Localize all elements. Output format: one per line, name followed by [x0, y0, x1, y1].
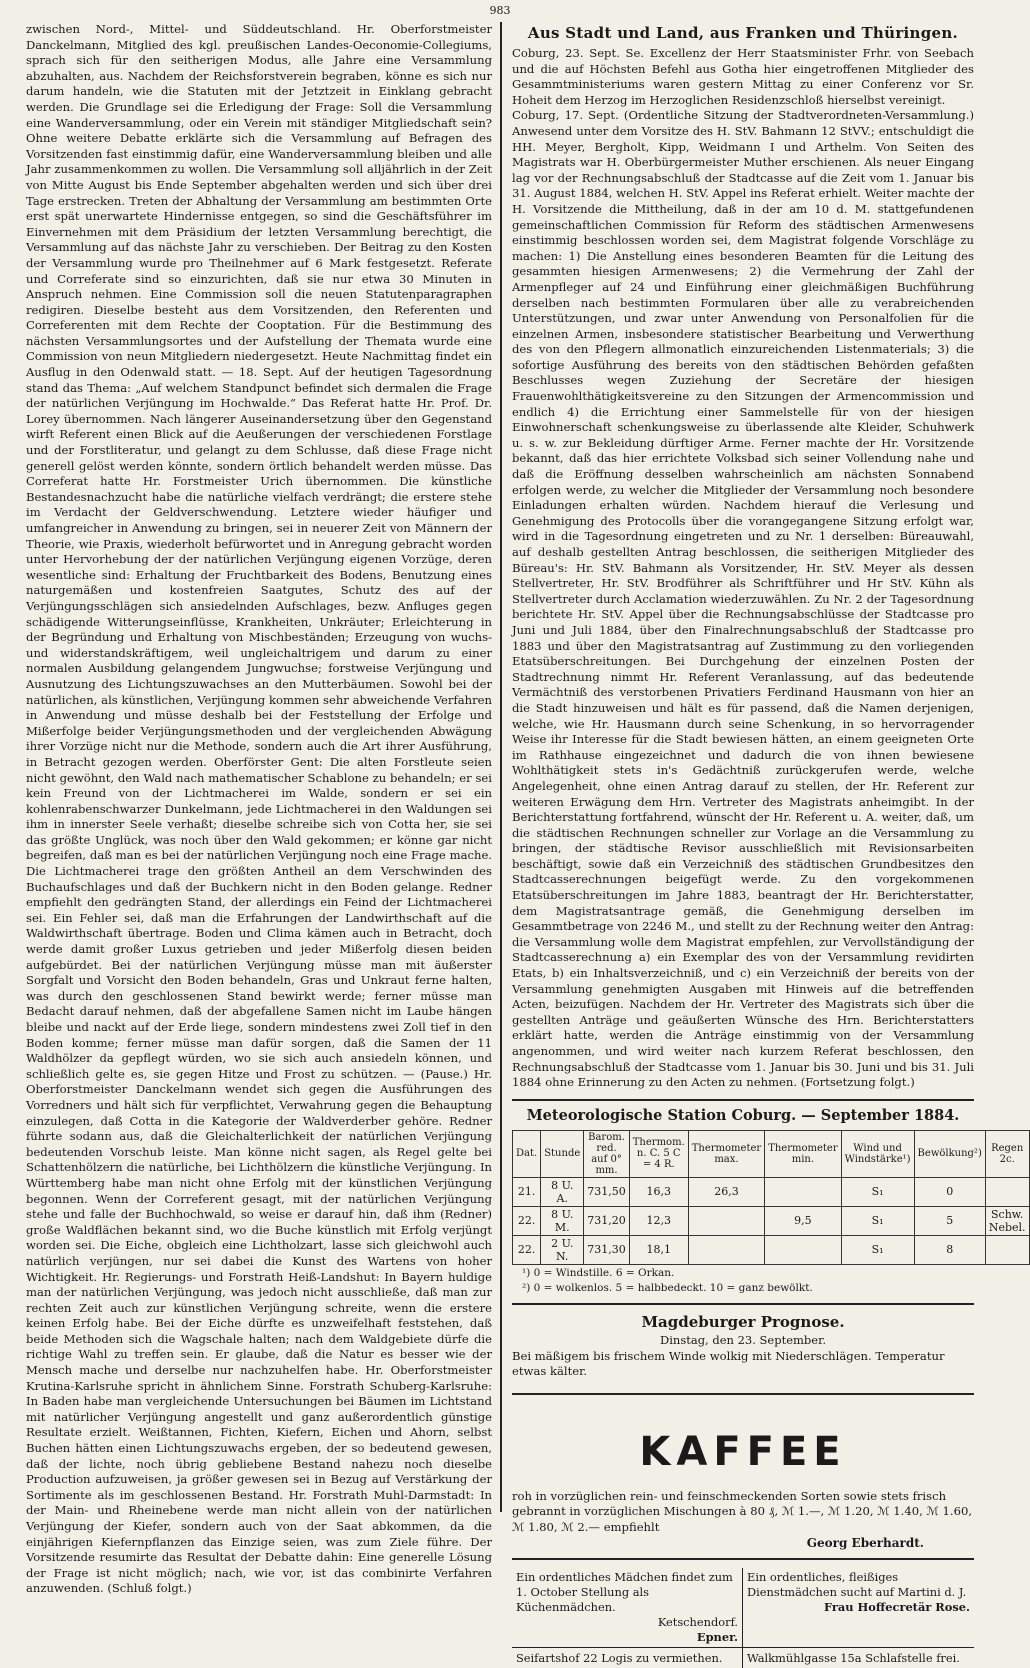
news-coburg-23: Coburg, 23. Sept. Se. Excellenz der Herr Staatsminister Frhr. von Seebach und die auf Höchsten Befehl aus Gotha hier eingetroffenen Mitglieder des Gesammtministeriums waren gestern Mittag zu einer Conferenz vor Sr. Hoheit dem Herzog im Herzoglichen Residenzschloß hierselbst vereinigt.: [512, 46, 974, 107]
table-row: [513, 1206, 1030, 1235]
news-coburg-17: Coburg, 17. Sept. (Ordentliche Sitzung der Stadtverordneten-Versammlung.) Anwesend unter dem Vorsitze des H. StV. Bahmann 12 StVV.; entschuldigt die HH. Meyer, Bergholt, Kipp, Weidmann I und Arthelm. Von Seiten des Magistrats war H. Oberbürgermeister Muther erschienen. Als neuer Eingang lag vor der Rechnungsabschluß der Stadtcasse auf die Zeit vom 1. Januar bis 31. August 1884, welchen H. StV. Appel ins Referat erhielt. Weiter machte der H. Vorsitzende die Mittheilung, daß in der am 10 d. M. stattgefundenen gemeinschaftlichen Commission für Reform des städtischen Armenwesens einstimmig beschlossen worden sei, dem Magistrat folgende Vorschläge zu machen: 1) Die Anstellung eines besonderen Beamten für die Leitung des gesammten hiesigen Armenwesens; 2) die Vermehrung der Zahl der Armenpfleger auf 24 und Einführung einer gleichmäßigen Buchführung derselben nach bestimmten Formularen über alle zu verabreichenden Unterstützungen, und zwar unter Anwendung von Personalfolien für die einzelnen Armen, insbesondere statistischer Bearbeitung und Verwerthung des von den Pflegern allmonatlich einzureichenden Listenmaterials; 3) die sofortige Ausführung des bereits von den städtischen Behörden gefaßten Beschlusses wegen Zuziehung der Secretäre der hiesigen Frauenwohlthätigkeitsvereine zu den Sitzungen der Armencommission und endlich 4) die Errichtung einer Sammelstelle für von der hiesigen Einwohnerschaft schenkungsweise zu überlassende alte Kleider, Schuhwerk u. s. w. zur Bekleidung dürftiger Arme. Ferner machte der Hr. Vorsitzende bekannt, daß das hier errichtete Volksbad sich seiner Vollendung nahe und daß die Eröffnung desselben wahrscheinlich am nächsten Sonnabend erfolgen werde, zu welcher die Mitglieder der Versammlung noch besondere Einladungen erhalten würden. Nachdem hierauf die Verlesung und Genehmigung des Protocolls über die vorangegangene Sitzung erfolgt war, wird in die Tagesordnung eingetreten und zu Nr. 1 derselben: Büreauwahl, auf deshalb gestellten Antrag beschlossen, die seitherigen Mitglieder des Büreau's: Hr. StV. Bahmann als Vorsitzender, Hr. StV. Meyer als dessen Stellvertreter, Hr. StV. Brodführer als Schriftführer und Hr StV. Kühn als Stellvertreter durch Acclamation wiederzuwählen. Zu Nr. 2 der Tagesordnung berichtete Hr. StV. Appel über die Rechnungsabschlüsse der Stadtcasse pro Juni und Juli 1884, über den Finalrechnungsabschluß der Stadtcasse pro 1883 und über den Magistratsantrag auf Zustimmung zu den vorliegenden Etatsüberschreitungen. Bei Durchgehung der einzelnen Posten der Stadtrechnung nimmt Hr. Referent Veranlassung, auf das bedeutende Vermächtniß des verstorbenen Privatiers Ferdinand Hausmann von hier an die Stadt hinzuweisen und hält es für passend, daß die Namen derjenigen, welche, wie Hr. Hausmann durch seine Schenkung, in so hervorragender Weise ihr Interesse für die Stadt bewiesen hätten, an einem geeigneten Orte im Rathhause eingezeichnet und dadurch die von ihnen bewiesene Wohlthätigkeit stets in's Gedächtniß zurückgerufen werde, welche Angelegenheit, ohne einen Antrag darauf zu stellen, der Hr. Referent zur weiteren Erwägung dem Hrn. Vertreter des Magistrats anheimgibt. In der Berichterstattung fortfahrend, wünscht der Hr. Referent u. A. weiter, daß, um die städtischen Rechnungen schneller zur Vorlage an die Versammlung zu bringen, der städtische Revisor ausschließlich mit Revisionsarbeiten beschäftigt, sowie daß ein Verzeichniß des städtischen Grundbesitzes den Stadtcasserechnungen beigefügt werde. Zu den vorgekommenen Etatsüberschreitungen im Jahre 1883, beantragt der Hr. Berichterstatter, dem Magistratsantrage gemäß, die Genehmigung derselben im Gesammtbetrage von 2246 M., und stellt zu der Rechnung weiter den Antrag: die Versammlung wolle dem Magistrat empfehlen, zur Vervollständigung der Stadtcasserechnung a) ein Exemplar des von der Versammlung revidirten Etats, b) ein Inhaltsverzeichniß, und c) ein Verzeichniß der bereits von der Versammlung genehmigten Ausgaben mit Hinweis auf die betreffenden Acten, beizufügen. Nachdem der Hr. Vertreter des Magistrats sich über die gestellten Anträge und geäußerten Wünsche des Hrn. Berichterstatters erklärt hatte, werden die Anträge einstimmig von der Versammlung angenommen, und wird weiter nach kurzem Referat beschlossen, den Rechnungsabschluß der Stadtcasse vom 1. Januar bis 30. Juni und bis 31. Juli 1884 ohne Erinnerung zu den Acten zu nehmen. (Fortsetzung folgt.): [512, 108, 974, 1090]
ad-kuechenmaedchen: [512, 1568, 743, 1647]
table-cell: 8 U. A.: [541, 1177, 584, 1206]
table-cell: [765, 1177, 841, 1206]
meteo-table: [512, 1130, 1030, 1265]
right-column: [500, 22, 1026, 1665]
table-cell: 5: [914, 1206, 985, 1235]
table-cell: [688, 1235, 764, 1264]
table-cell: 9,5: [765, 1206, 841, 1235]
meteo-note-clouds: ²) 0 = wolkenlos. 5 = halbbedeckt. 10 = ganz bewölkt.: [522, 1281, 813, 1294]
table-cell: [765, 1235, 841, 1264]
table-cell: S₁: [841, 1206, 914, 1235]
table-cell: 26,3: [688, 1177, 764, 1206]
table-cell: 16,3: [629, 1177, 688, 1206]
divider: [512, 1303, 974, 1305]
classified-ads-row: [512, 1647, 974, 1668]
page-number: 983: [489, 4, 511, 17]
meteo-header: Barom. red. auf 0° mm.: [584, 1130, 630, 1177]
meteo-header: Thermom. n. C. 5 C = 4 R.: [629, 1130, 688, 1177]
ad-dienstmaedchen: [743, 1568, 974, 1647]
table-cell: 731,50: [584, 1177, 630, 1206]
table-cell: S₁: [841, 1177, 914, 1206]
meteo-note-wind: ¹) 0 = Windstille. 6 = Orkan.: [522, 1266, 675, 1279]
table-cell: [985, 1177, 1029, 1206]
meteo-header: Wind und Windstärke¹): [841, 1130, 914, 1177]
kaffee-advertisement: [512, 1393, 974, 1560]
table-row: [513, 1177, 1030, 1206]
table-cell: Schw. Nebel.: [985, 1206, 1029, 1235]
ad-logis: Seifartshof 22 Logis zu vermiethen.: [512, 1648, 743, 1668]
meteo-title: Meteorologische Station Coburg. — September 1884.: [526, 1106, 960, 1124]
ad-text: Ein ordentliches Mädchen findet zum 1. October Stellung als Küchenmädchen.: [516, 1569, 733, 1614]
prognose-title: Magdeburger Prognose.: [641, 1312, 845, 1331]
table-row: [513, 1235, 1030, 1264]
table-cell: 0: [914, 1177, 985, 1206]
prognose-date: Dinstag, den 23. September.: [660, 1332, 826, 1347]
table-cell: 8: [914, 1235, 985, 1264]
table-cell: 731,20: [584, 1206, 630, 1235]
table-cell: 2 U. N.: [541, 1235, 584, 1264]
table-cell: [688, 1206, 764, 1235]
kaffee-title: KAFFEE: [639, 1428, 847, 1475]
meteo-header: Bewölkung²): [914, 1130, 985, 1177]
section-title: Aus Stadt und Land, aus Franken und Thüringen.: [527, 24, 959, 42]
table-cell: S₁: [841, 1235, 914, 1264]
ad-schlafstelle: Walkmühlgasse 15a Schlafstelle frei.: [747, 1650, 960, 1665]
kaffee-signature: Georg Eberhardt.: [806, 1535, 924, 1550]
left-column: [26, 22, 500, 1596]
table-cell: 21.: [513, 1177, 541, 1206]
classified-ads-row: [512, 1568, 974, 1647]
prognose-text: Bei mäßigem bis frischem Winde wolkig mit Niederschlägen. Temperatur etwas kälter.: [512, 1348, 945, 1378]
article-forestry: zwischen Nord-, Mittel- und Süddeutschland. Hr. Oberforstmeister Danckelmann, Mitglied des kgl. preußischen Landes-Oeconomie-Collegiums, sprach sich für den seitherigen Modus, alle Jahre eine Versammlung abzuhalten, aus. Nachdem der Reichsforstverein begraben, könne es sich nur darum handeln, wie die Statuten mit der Jetztzeit in Einklang gebracht werden. Die Grundlage sei die Erledigung der Frage: Soll die Versammlung eine Wanderversammlung, oder ein Verein mit ständiger Mitgliedschaft sein? Ohne weitere Debatte erklärte sich die Versammlung auf Befragen des Vorsitzenden fast einstimmig dafür, eine Wanderversammlung bleiben und alle Jahr zusammenkommen zu wollen. Die Versammlung soll alljährlich in der Zeit von Mitte August bis Ende September abgehalten werden und sich über drei Tage erstrecken. Treten der Abhaltung der Versammlung am bestimmten Orte erst spät unerwartete Hindernisse entgegen, so sind die Geschäftsführer im Einvernehmen mit dem Präsidium der letzten Versammlung berechtigt, die Versammlung auf das nächste Jahr zu verschieben. Der Beitrag zu den Kosten der Versammlung wurde pro Theilnehmer auf 6 Mark festgesetzt. Referate und Correferate sind so einzurichten, daß sie nur etwa 30 Minuten in Anspruch nehmen. Eine Commission soll die neuen Statutenparagraphen redigiren. Dieselbe besteht aus dem Vorsitzenden, den Referenten und Correferenten mit dem Rechte der Cooptation. Für die Bestimmung des nächsten Versammlungsortes und der Aufstellung der Themata wurde eine Commission von neun Mitgliedern niedergesetzt. Heute Nachmittag findet ein Ausflug in den Odenwald statt. — 18. Sept. Auf der heutigen Tagesordnung stand das Thema: „Auf welchem Standpunct befindet sich dermalen die Frage der natürlichen Verjüngung im Hochwalde.“ Das Referat hatte Hr. Prof. Dr. Lorey übernommen. Nach längerer Auseinandersetzung über den Gegenstand wirft Referent einen Blick auf die Aeußerungen der verschiedenen Forstlage und der Forstliteratur, und gelangt zu dem Schlusse, daß diese Frage nicht generell gelöst werden könnte, sondern örtlich behandelt werden müsse. Das Correferat hatte Hr. Forstmeister Urich übernommen. Die künstliche Bestandesnachzucht habe die natürliche vielfach verdrängt; die erstere stehe im Verdacht der Geldverschwendung. Letztere wieder häufiger und umfangreicher in Anwendung zu bringen, sei in neuerer Zeit von Männern der Theorie, wie Praxis, wiederholt befürwortet und in Anregung gebracht worden unter Hervorhebung der der natürlichen Verjüngung eigenen Vorzüge, deren wesentliche sind: Erhaltung der Fruchtbarkeit des Bodens, Benutzung eines naturgemäßen und kostenfreien Saatgutes, Schutz des auf der Verjüngungsschlägen sich ansiedelnden Aufschlages, bezw. Anfluges gegen schädigende Witterungseinflüsse, Krankheiten, Unkräuter; Erleichterung in der Begründung und Erhaltung von Mischbeständen; Erzeugung von wuchs- und widerstandskräftigem, weil ungleichaltrigem und darum zu einer normalen Ausbildung gelangendem Jungwuchse; forstweise Verjüngung und Ausnutzung des Lichtungszuwachses an den Mutterbäumen. Sowohl bei der natürlichen, als künstlichen, Verjüngung kommen sehr abweichende Verfahren in Anwendung und müsse deshalb bei der Feststellung der Erfolge und Mißerfolge beider Verjüngungsmethoden und der vergleichenden Abwägung ihrer Vorzüge nicht nur die Methode, sondern auch die Art ihrer Ausführung, in Betracht gezogen werden. Oberförster Gent: Die alten Forstleute seien nicht gewöhnt, den Wald nach mathematischer Schablone zu behandeln; er sei kein Freund von der Lichtmacherei im Walde, sondern er sei ein kohlenrabenschwarzer Dunkelmann, jede Lichtmacherei in den Waldungen sei ihm in innerster Seele verhaßt; dieselbe schreibe sich von Cotta her, sie sei das größte Unglück, was noch über den Wald gekommen; er könne gar nicht begreifen, daß man es bei der natürlichen Verjüngung noch eine Frage mache. Die Lichtmacherei trage den größten Antheil an dem Verschwinden des Buchaufschlages und daß der Buchkern nicht in den Boden gelange. Redner empfiehlt den gedrängten Stand, der allerdings ein Feind der Lichtmacherei sei. Ein Fehler sei, daß man die Erfahrungen der Landwirthschaft auf die Waldwirthschaft übertrage. Boden und Clima kämen auch in Betracht, doch werde damit großer Luxus getrieben und jeder Mißerfolg diesen beiden aufgebürdet. Bei der natürlichen Verjüngung müsse man mit äußerster Sorgfalt und Vorsicht den Boden behandeln, Gras und Unkraut ferne halten, was durch den geschlossenen Stand bewirkt werde; ferner müsse man Bedacht darauf nehmen, daß der abgefallene Samen nicht im Laube hängen bleibe und nackt auf der Erde liege, sondern mindestens zwei Zoll tief in den Boden komme; ferner müsse man dafür sorgen, daß die Samen der 11 Waldhölzer da gepflegt würden, wo sie sich auch ansiedeln können, und schließlich gelte es, sie gegen Hitze und Frost zu schützen. — (Pause.) Hr. Oberforstmeister Danckelmann wendet sich gegen die Ausführungen des Vorredners und hält sich für verpflichtet, Verwahrung gegen die Behauptung einzulegen, daß Cotta in die Kategorie der Waldverderber gehöre. Redner führte sodann aus, daß die Gleichalterlichkeit der natürlichen Verjüngung bedeutenden Vorschub leiste. Man könne nicht sagen, als Regel gelte bei Schattenhölzern die natürliche, bei Lichthölzern die künstliche Verjüngung. In Württemberg habe man nicht ohne Erfolg mit der künstlichen Verjüngung begonnen. Wenn der Correferent gesagt, mit der natürlichen Verjüngung stehe und falle der Buchhochwald, so weise er darauf hin, daß ihm (Redner) große Waldflächen bekannt sind, wo die Buche künstlich mit Erfolg verjüngt worden sei. Die Eiche, obgleich eine Lichtholzart, lasse sich gleichwohl auch natürlich verjüngen, nur sei dabei die Kunst des Wartens von hoher Wichtigkeit. Hr. Regierungs- und Forstrath Heiß-Landshut: In Bayern huldige man der natürlichen Verjüngung, was jedoch nicht ausschließe, daß man zur rechten Zeit auch zur künstlichen Verjüngung schreite, wenn die erstere keinen Erfolg habe. Bei der Eiche dürfte es unzweifelhaft feststehen, daß beide Methoden sich die Wagschale halten; nach dem Waldgebiete dürfe die richtige Wahl zu treffen sein. Er glaube, daß die Natur es besser wie der Mensch mache und derselbe nur nachzuhelfen habe. Hr. Oberforstmeister Krutina-Karlsruhe spricht in ähnlichem Sinne. Forstrath Schuberg-Karlsruhe: In Baden habe man vergleichende Untersuchungen bei Bäumen im Lichtstand mit natürlicher Verjüngung angestellt und ganz außerordentlich günstige Resultate erzielt. Weißtannen, Fichten, Kiefern, Eichen und Ahorn, selbst Buchen hätten einen Lichtungszuwachs ergeben, der so bedeutend gewesen, daß der lichte, noch übrig gebliebene Bestand nahezu noch dieselbe Production aufzuweisen, ja größer gewesen sei in Bezug auf Verstärkung der Sortimente als im geschlossenen Bestand. Hr. Forstrath Muhl-Darmstadt: In der Main- und Rheinebene werde man nicht allein von der natürlichen Verjüngung der Kiefer, sondern auch von der Saat abkommen, da die einjährigen Kiefernpflanzen das Einzige seien, was zum Ziele führe. Der Vorsitzende resumirte das Resultat der Debatte dahin: Eine generelle Lösung der Frage ist nicht möglich; nach, wie vor, ist das combinirte Verfahren anzuwenden. (Schluß folgt.): [26, 22, 492, 1596]
table-cell: 22.: [513, 1206, 541, 1235]
ad-signature: Frau Hoffecretär Rose.: [824, 1599, 970, 1614]
meteo-header-row: [513, 1130, 1030, 1177]
table-cell: 731,30: [584, 1235, 630, 1264]
table-cell: 12,3: [629, 1206, 688, 1235]
meteo-header: Stunde: [541, 1130, 584, 1177]
meteo-header: Thermometer max.: [688, 1130, 764, 1177]
meteo-header: Dat.: [513, 1130, 541, 1177]
table-cell: 8 U. M.: [541, 1206, 584, 1235]
ad-signature: Epner.: [696, 1629, 738, 1644]
meteo-header: Regen 2c.: [985, 1130, 1029, 1177]
table-cell: [985, 1235, 1029, 1264]
kaffee-text: roh in vorzüglichen rein- und feinschmeckenden Sorten sowie stets frisch gebrannt in vorzüglichen Mischungen à 80 ₰, ℳ 1.—, ℳ 1.20, ℳ 1.40, ℳ 1.60, ℳ 1.80, ℳ 2.— empfiehlt: [512, 1488, 973, 1534]
divider: [512, 1099, 974, 1101]
table-cell: 22.: [513, 1235, 541, 1264]
ad-text: Ein ordentliches, fleißiges Dienstmädchen sucht auf Martini d. J.: [747, 1569, 967, 1599]
table-cell: 18,1: [629, 1235, 688, 1264]
meteo-header: Thermometer min.: [765, 1130, 841, 1177]
ad-place: Ketschendorf.: [657, 1614, 738, 1629]
